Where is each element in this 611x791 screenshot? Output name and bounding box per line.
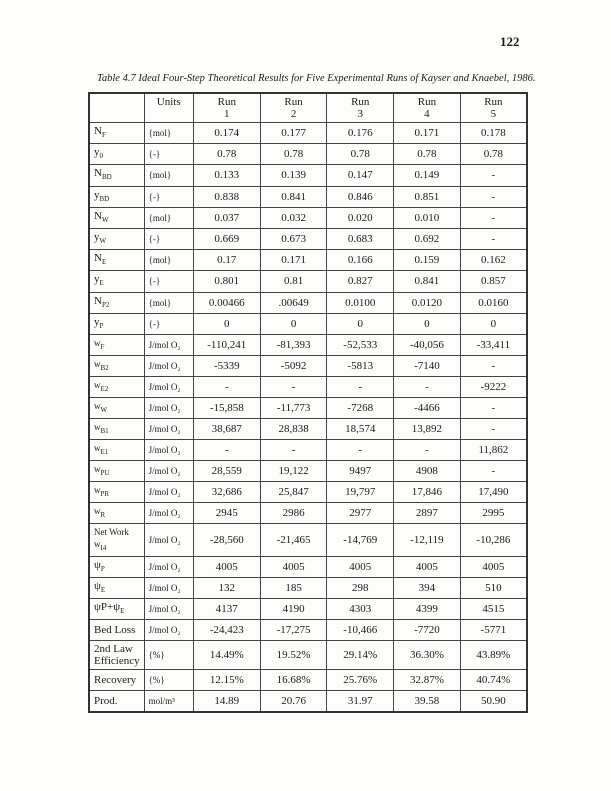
cell-run-5: - bbox=[460, 207, 527, 228]
cell-run-2: 2986 bbox=[260, 502, 327, 523]
cell-run-5: 4515 bbox=[460, 599, 527, 620]
cell-run-4: 4005 bbox=[394, 556, 461, 577]
cell-run-1: -110,241 bbox=[193, 334, 260, 355]
cell-run-5: -33,411 bbox=[460, 334, 527, 355]
row-symbol: w bbox=[94, 400, 101, 411]
cell-run-2: 185 bbox=[260, 577, 327, 598]
cell-run-3: -5813 bbox=[327, 355, 394, 376]
table-row bbox=[89, 397, 527, 418]
cell-run-3: 4005 bbox=[327, 556, 394, 577]
row-subscript: F bbox=[101, 131, 106, 140]
cell-run-1: 0.00466 bbox=[193, 292, 260, 313]
row-units: J/mol O₂ bbox=[144, 355, 193, 376]
cell-run-3: - bbox=[327, 439, 394, 460]
row-symbol: ψ bbox=[94, 558, 101, 571]
cell-run-4: 0.159 bbox=[394, 250, 461, 271]
header-run-1 bbox=[193, 93, 260, 123]
table-row bbox=[89, 599, 527, 620]
table-row bbox=[89, 186, 527, 207]
row-label bbox=[89, 556, 144, 577]
page-number: 122 bbox=[500, 34, 520, 49]
row-symbol: y bbox=[94, 188, 100, 201]
table-row bbox=[89, 620, 527, 641]
cell-run-3: 0.166 bbox=[327, 250, 394, 271]
cell-run-2: - bbox=[260, 376, 327, 397]
cell-run-1: 28,559 bbox=[193, 460, 260, 481]
row-symbol: Prod. bbox=[94, 695, 118, 708]
cell-run-5: 17,490 bbox=[460, 481, 527, 502]
row-symbol: ψ bbox=[94, 579, 101, 592]
cell-run-4: 394 bbox=[394, 577, 461, 598]
row-label bbox=[89, 418, 144, 439]
table-row bbox=[89, 228, 527, 249]
table-row bbox=[89, 250, 527, 271]
cell-run-1: 0.174 bbox=[193, 123, 260, 144]
table-row bbox=[89, 691, 527, 713]
cell-run-3: - bbox=[327, 376, 394, 397]
cell-run-2: 0.81 bbox=[260, 271, 327, 292]
cell-run-5: 0.857 bbox=[460, 271, 527, 292]
row-subscript: W bbox=[100, 405, 108, 414]
cell-run-4: 0.171 bbox=[394, 123, 461, 144]
row-symbol: N bbox=[94, 294, 102, 307]
row-subscript: BD bbox=[99, 194, 110, 203]
table-header-row bbox=[89, 93, 527, 123]
cell-run-2: 0.841 bbox=[260, 186, 327, 207]
cell-run-1: 38,687 bbox=[193, 418, 260, 439]
cell-run-5: 40.74% bbox=[460, 670, 527, 691]
cell-run-3: 0 bbox=[327, 313, 394, 334]
cell-run-1: -24,423 bbox=[193, 620, 260, 641]
row-units: J/mol O₂ bbox=[144, 397, 193, 418]
row-symbol: N bbox=[94, 209, 102, 222]
cell-run-1: 2945 bbox=[193, 502, 260, 523]
row-symbol: w bbox=[94, 358, 101, 369]
cell-run-4: 0 bbox=[394, 313, 461, 334]
cell-run-5: 0.78 bbox=[460, 144, 527, 165]
row-subscript: B1 bbox=[100, 426, 109, 435]
row-label bbox=[89, 228, 144, 249]
cell-run-2: -11,773 bbox=[260, 397, 327, 418]
row-label bbox=[89, 292, 144, 313]
cell-run-3: 18,574 bbox=[327, 418, 394, 439]
table-row bbox=[89, 439, 527, 460]
row-symbol: ψP+ψ bbox=[94, 601, 121, 614]
row-symbol: w bbox=[94, 442, 101, 453]
row-subscript: R bbox=[100, 510, 106, 519]
row-symbol: N bbox=[94, 252, 102, 265]
run-label: Run bbox=[284, 96, 303, 108]
row-label bbox=[89, 577, 144, 598]
table-row bbox=[89, 418, 527, 439]
row-label bbox=[89, 599, 144, 620]
cell-run-5: - bbox=[460, 228, 527, 249]
cell-run-2: 0.78 bbox=[260, 144, 327, 165]
cell-run-2: 0.139 bbox=[260, 165, 327, 186]
table-row bbox=[89, 376, 527, 397]
row-subscript: F bbox=[100, 342, 105, 351]
table-row bbox=[89, 641, 527, 670]
cell-run-1: 0.801 bbox=[193, 271, 260, 292]
cell-run-4: 2897 bbox=[394, 502, 461, 523]
cell-run-5: 11,862 bbox=[460, 439, 527, 460]
row-subscript: E2 bbox=[100, 384, 109, 393]
row-label bbox=[89, 502, 144, 523]
cell-run-1: 0.78 bbox=[193, 144, 260, 165]
row-subscript: 0 bbox=[99, 152, 103, 161]
row-units: J/mol O₂ bbox=[144, 334, 193, 355]
table-row bbox=[89, 165, 527, 186]
cell-run-1: 0.669 bbox=[193, 228, 260, 249]
row-symbol: w bbox=[94, 337, 101, 348]
row-units: {mol} bbox=[144, 123, 193, 144]
row-units: {mol} bbox=[144, 292, 193, 313]
cell-run-5: 2995 bbox=[460, 502, 527, 523]
row-label bbox=[89, 397, 144, 418]
header-run-2 bbox=[260, 93, 327, 123]
cell-run-4: 0.78 bbox=[394, 144, 461, 165]
cell-run-1: 132 bbox=[193, 577, 260, 598]
cell-run-4: -4466 bbox=[394, 397, 461, 418]
row-units: {-} bbox=[144, 228, 193, 249]
row-symbol: y bbox=[94, 146, 100, 159]
row-subscript: E bbox=[100, 586, 106, 595]
cell-run-4: 36.30% bbox=[394, 641, 461, 670]
row-label bbox=[89, 355, 144, 376]
cell-run-1: -5339 bbox=[193, 355, 260, 376]
cell-run-2: 25,847 bbox=[260, 481, 327, 502]
row-units: J/mol O₂ bbox=[144, 502, 193, 523]
row-label bbox=[89, 334, 144, 355]
row-subscript: E bbox=[101, 258, 107, 267]
header-run-3 bbox=[327, 93, 394, 123]
header-units: Units bbox=[144, 93, 193, 123]
cell-run-5: 50.90 bbox=[460, 691, 527, 713]
cell-run-2: 0.032 bbox=[260, 207, 327, 228]
cell-run-2: -21,465 bbox=[260, 523, 327, 556]
cell-run-3: 9497 bbox=[327, 460, 394, 481]
results-table bbox=[88, 92, 528, 713]
cell-run-3: -10,466 bbox=[327, 620, 394, 641]
cell-run-1: 0.133 bbox=[193, 165, 260, 186]
row-label bbox=[89, 460, 144, 481]
row-units: J/mol O₂ bbox=[144, 439, 193, 460]
cell-run-3: 298 bbox=[327, 577, 394, 598]
row-symbol: 2nd Law Efficiency bbox=[94, 643, 140, 668]
row-units: J/mol O₂ bbox=[144, 481, 193, 502]
cell-run-5: -9222 bbox=[460, 376, 527, 397]
row-symbol: w bbox=[94, 421, 101, 432]
row-units: {mol} bbox=[144, 207, 193, 228]
row-symbol: Recovery bbox=[94, 674, 137, 687]
row-label bbox=[89, 186, 144, 207]
table-row bbox=[89, 313, 527, 334]
cell-run-1: 0.17 bbox=[193, 250, 260, 271]
cell-run-5: 0 bbox=[460, 313, 527, 334]
cell-run-2: -17,275 bbox=[260, 620, 327, 641]
cell-run-1: 4005 bbox=[193, 556, 260, 577]
row-units: {mol} bbox=[144, 250, 193, 271]
row-units: J/mol O₂ bbox=[144, 523, 193, 556]
cell-run-5: -5771 bbox=[460, 620, 527, 641]
cell-run-3: 0.78 bbox=[327, 144, 394, 165]
row-label bbox=[89, 523, 144, 556]
cell-run-4: 4908 bbox=[394, 460, 461, 481]
cell-run-2: 20.76 bbox=[260, 691, 327, 713]
row-label bbox=[89, 250, 144, 271]
row-symbol: w bbox=[94, 505, 101, 516]
cell-run-3: -52,533 bbox=[327, 334, 394, 355]
row-label bbox=[89, 313, 144, 334]
row-symbol: w bbox=[94, 463, 101, 474]
row-units: mol/m³ bbox=[144, 691, 193, 713]
header-run-5 bbox=[460, 93, 527, 123]
header-run-4 bbox=[394, 93, 461, 123]
cell-run-1: 0 bbox=[193, 313, 260, 334]
cell-run-2: -81,393 bbox=[260, 334, 327, 355]
table-row bbox=[89, 144, 527, 165]
cell-run-3: 0.683 bbox=[327, 228, 394, 249]
row-units: {%} bbox=[144, 670, 193, 691]
cell-run-2: - bbox=[260, 439, 327, 460]
cell-run-5: 0.162 bbox=[460, 250, 527, 271]
table-row bbox=[89, 502, 527, 523]
row-subscript: P2 bbox=[101, 300, 110, 309]
cell-run-4: 0.841 bbox=[394, 271, 461, 292]
cell-run-4: -7140 bbox=[394, 355, 461, 376]
row-units: {-} bbox=[144, 313, 193, 334]
cell-run-1: -15,858 bbox=[193, 397, 260, 418]
row-units: J/mol O₂ bbox=[144, 620, 193, 641]
cell-run-2: 16.68% bbox=[260, 670, 327, 691]
row-symbol: w bbox=[94, 484, 101, 495]
cell-run-3: 0.147 bbox=[327, 165, 394, 186]
run-label: Run bbox=[351, 96, 370, 108]
cell-run-1: 14.89 bbox=[193, 691, 260, 713]
cell-run-5: 510 bbox=[460, 577, 527, 598]
row-label bbox=[89, 439, 144, 460]
table-row bbox=[89, 481, 527, 502]
cell-run-4: 17,846 bbox=[394, 481, 461, 502]
cell-run-5: - bbox=[460, 165, 527, 186]
row-symbol: Net Work w bbox=[94, 526, 129, 549]
cell-run-4: 0.851 bbox=[394, 186, 461, 207]
row-subscript: W bbox=[101, 215, 109, 224]
cell-run-5: - bbox=[460, 355, 527, 376]
table-row bbox=[89, 123, 527, 144]
row-units: J/mol O₂ bbox=[144, 460, 193, 481]
row-subscript: PU bbox=[100, 468, 110, 477]
cell-run-4: 0.010 bbox=[394, 207, 461, 228]
run-number: 1 bbox=[224, 108, 230, 120]
row-subscript: B2 bbox=[100, 363, 109, 372]
cell-run-1: -28,560 bbox=[193, 523, 260, 556]
row-subscript: BD bbox=[101, 173, 112, 182]
row-label bbox=[89, 620, 144, 641]
row-units: {-} bbox=[144, 271, 193, 292]
cell-run-1: - bbox=[193, 376, 260, 397]
row-subscript: E bbox=[120, 607, 125, 616]
cell-run-3: 0.0100 bbox=[327, 292, 394, 313]
run-number: 2 bbox=[290, 108, 297, 120]
row-subscript: PR bbox=[100, 489, 110, 498]
cell-run-1: 0.037 bbox=[193, 207, 260, 228]
row-symbol: y bbox=[94, 273, 100, 286]
cell-run-4: - bbox=[394, 376, 461, 397]
cell-run-1: 14.49% bbox=[193, 641, 260, 670]
cell-run-5: - bbox=[460, 186, 527, 207]
cell-run-4: 4399 bbox=[394, 599, 461, 620]
row-label bbox=[89, 481, 144, 502]
table-row bbox=[89, 460, 527, 481]
row-units: {-} bbox=[144, 144, 193, 165]
cell-run-2: 0.673 bbox=[260, 228, 327, 249]
cell-run-5: - bbox=[460, 397, 527, 418]
run-number: 5 bbox=[490, 108, 497, 120]
row-subscript: W bbox=[99, 237, 107, 246]
run-label: Run bbox=[217, 96, 236, 108]
cell-run-4: 13,892 bbox=[394, 418, 461, 439]
row-subscript: I4 bbox=[100, 543, 107, 552]
table-caption: Table 4.7 Ideal Four-Step Theoretical Results for Five Experimental Runs of Kayser and Knaebel, 1986. bbox=[97, 73, 536, 84]
table-row bbox=[89, 292, 527, 313]
cell-run-3: -14,769 bbox=[327, 523, 394, 556]
cell-run-2: 4005 bbox=[260, 556, 327, 577]
table-row bbox=[89, 670, 527, 691]
cell-run-3: 25.76% bbox=[327, 670, 394, 691]
row-label bbox=[89, 271, 144, 292]
table-row bbox=[89, 577, 527, 598]
cell-run-4: -40,056 bbox=[394, 334, 461, 355]
cell-run-5: 4005 bbox=[460, 556, 527, 577]
cell-run-2: 28,838 bbox=[260, 418, 327, 439]
row-symbol: Bed Loss bbox=[94, 624, 136, 637]
row-symbol: N bbox=[94, 125, 102, 137]
cell-run-3: 0.827 bbox=[327, 271, 394, 292]
table-row bbox=[89, 334, 527, 355]
cell-run-5: - bbox=[460, 418, 527, 439]
cell-run-3: 0.176 bbox=[327, 123, 394, 144]
cell-run-2: 0.177 bbox=[260, 123, 327, 144]
cell-run-4: -7720 bbox=[394, 620, 461, 641]
cell-run-3: 19,797 bbox=[327, 481, 394, 502]
row-label bbox=[89, 670, 144, 691]
row-units: {mol} bbox=[144, 165, 193, 186]
table-row bbox=[89, 271, 527, 292]
cell-run-2: 4190 bbox=[260, 599, 327, 620]
cell-run-1: - bbox=[193, 439, 260, 460]
cell-run-5: 0.0160 bbox=[460, 292, 527, 313]
row-units: J/mol O₂ bbox=[144, 418, 193, 439]
table-row bbox=[89, 207, 527, 228]
cell-run-3: 0.020 bbox=[327, 207, 394, 228]
row-label bbox=[89, 165, 144, 186]
cell-run-5: 0.178 bbox=[460, 123, 527, 144]
table-row bbox=[89, 523, 527, 556]
cell-run-1: 4137 bbox=[193, 599, 260, 620]
cell-run-4: 32.87% bbox=[394, 670, 461, 691]
run-number: 3 bbox=[357, 108, 363, 120]
cell-run-4: -12,119 bbox=[394, 523, 461, 556]
row-symbol: N bbox=[94, 167, 102, 180]
row-units: J/mol O₂ bbox=[144, 376, 193, 397]
row-units: J/mol O₂ bbox=[144, 599, 193, 620]
row-label bbox=[89, 144, 144, 165]
row-symbol: y bbox=[94, 230, 100, 243]
row-units: J/mol O₂ bbox=[144, 577, 193, 598]
cell-run-4: 39.58 bbox=[394, 691, 461, 713]
table-row bbox=[89, 355, 527, 376]
run-number: 4 bbox=[424, 108, 430, 120]
cell-run-5: -10,286 bbox=[460, 523, 527, 556]
cell-run-2: 0 bbox=[260, 313, 327, 334]
cell-run-1: 32,686 bbox=[193, 481, 260, 502]
row-units: {-} bbox=[144, 186, 193, 207]
cell-run-1: 12.15% bbox=[193, 670, 260, 691]
row-label bbox=[89, 376, 144, 397]
row-label bbox=[89, 641, 144, 670]
run-label: Run bbox=[417, 96, 437, 108]
run-label: Run bbox=[484, 96, 503, 108]
row-symbol: w bbox=[94, 379, 101, 390]
cell-run-2: -5092 bbox=[260, 355, 327, 376]
table-row bbox=[89, 556, 527, 577]
cell-run-3: -7268 bbox=[327, 397, 394, 418]
row-units: J/mol O₂ bbox=[144, 556, 193, 577]
row-symbol: y bbox=[94, 315, 100, 328]
cell-run-2: 19.52% bbox=[260, 641, 327, 670]
cell-run-2: 19,122 bbox=[260, 460, 327, 481]
cell-run-1: 0.838 bbox=[193, 186, 260, 207]
header-blank bbox=[89, 93, 144, 123]
row-label bbox=[89, 691, 144, 713]
cell-run-2: .00649 bbox=[260, 292, 327, 313]
row-subscript: E1 bbox=[100, 447, 109, 456]
row-label bbox=[89, 207, 144, 228]
cell-run-5: - bbox=[460, 460, 527, 481]
cell-run-4: 0.0120 bbox=[394, 292, 461, 313]
cell-run-3: 31.97 bbox=[327, 691, 394, 713]
row-units: {%} bbox=[144, 641, 193, 670]
row-subscript: P bbox=[99, 321, 104, 330]
row-subscript: E bbox=[99, 279, 104, 288]
row-subscript: P bbox=[100, 564, 105, 573]
cell-run-5: 43.89% bbox=[460, 641, 527, 670]
cell-run-2: 0.171 bbox=[260, 250, 327, 271]
row-label bbox=[89, 123, 144, 144]
cell-run-4: 0.692 bbox=[394, 228, 461, 249]
cell-run-3: 0.846 bbox=[327, 186, 394, 207]
cell-run-4: - bbox=[394, 439, 461, 460]
cell-run-4: 0.149 bbox=[394, 165, 461, 186]
cell-run-3: 2977 bbox=[327, 502, 394, 523]
cell-run-3: 29.14% bbox=[327, 641, 394, 670]
cell-run-3: 4303 bbox=[327, 599, 394, 620]
